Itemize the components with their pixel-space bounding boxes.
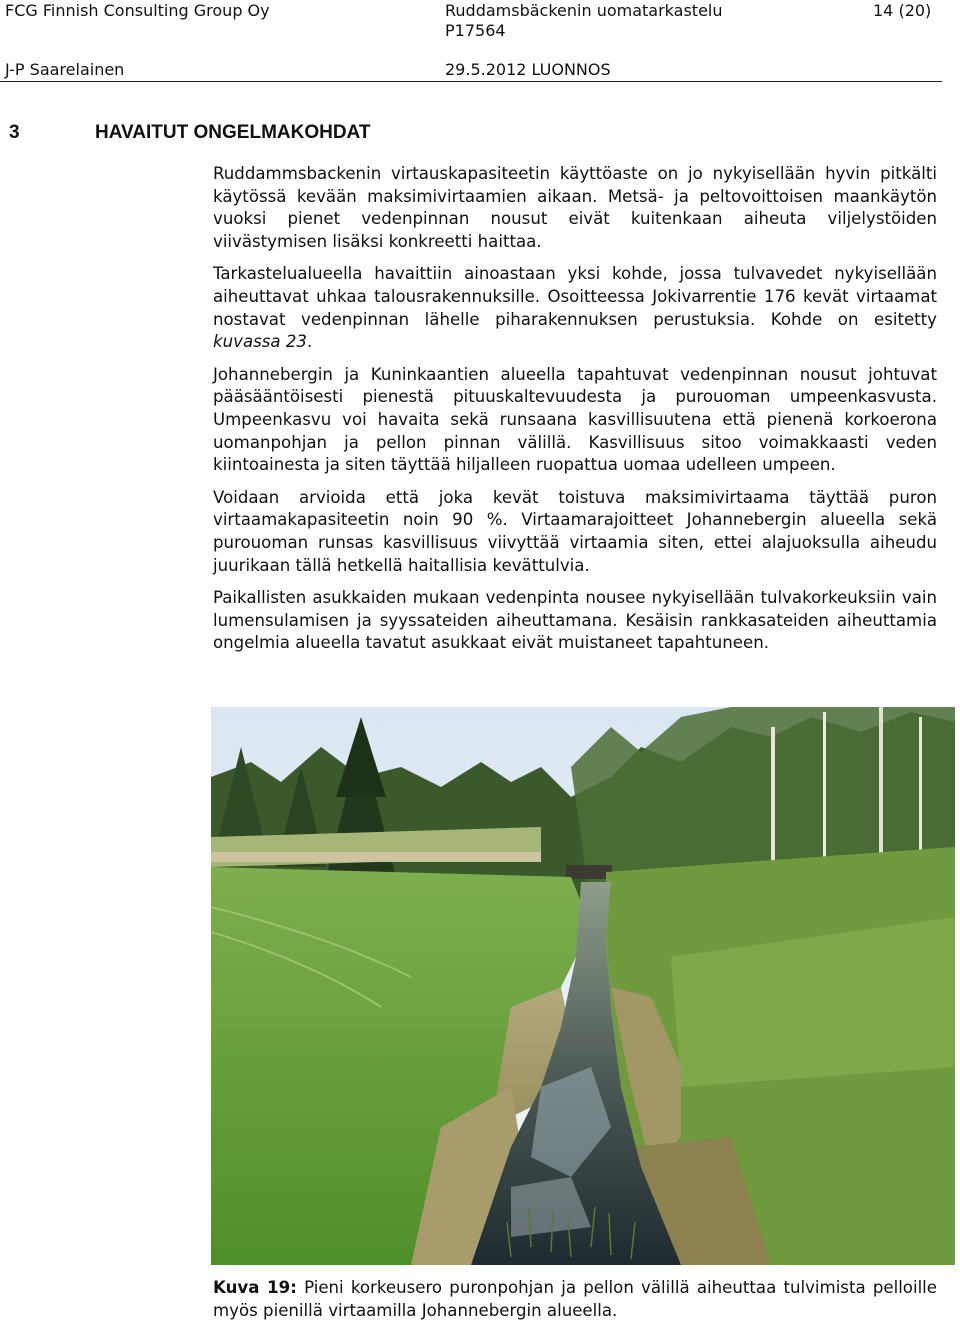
- section-heading: [9, 121, 370, 145]
- section-number: 3: [9, 122, 20, 143]
- paragraph-2-text: Tarkastelualueella havaittiin ainoastaan yksi kohde, jossa tulvavedet nykyisellään aiheuttavat uhkaa talousrakennuksille. Osoitteessa Jokivarrentie 176 kevät virtaamat nostavat vedenpinnan lähelle piharakennuksen perustuksia. Kohde on esitetty: [213, 264, 937, 329]
- figure-photo: [211, 707, 955, 1265]
- paragraph-5: Paikallisten asukkaiden mukaan vedenpinta nousee nykyisellään tulvakorkeuksiin vain lumensulamisen ja syyssateiden aiheuttamana. Kesäisin rankkasateiden aiheuttamia ongelmia alueella tavatut asukkaat eivät muistaneet tapahtuneen.: [213, 588, 937, 653]
- figure-label: Kuva 19:: [213, 1278, 297, 1297]
- header-page-number: 14 (20): [873, 1, 932, 20]
- paragraph-2: [213, 263, 937, 353]
- stream-landscape-image: [211, 707, 955, 1265]
- body-text: [213, 163, 937, 665]
- header-project-code: P17564: [445, 21, 506, 40]
- figure-reference: kuvassa 23: [213, 332, 307, 352]
- paragraph-4: Voidaan arvioida että joka kevät toistuva maksimivirtaama täyttää puron virtaamakapasiteetin noin 90 %. Virtaamarajoitteet Johannebergin alueella sekä purouoman runsas kasvillisuus viivyttää virtaamia siten, ettei alajuoksulla aiheudu juurikaan tällä hetkellä haitallisia kevättulvia.: [213, 487, 937, 575]
- figure-caption-text: Pieni korkeusero puronpohjan ja pellon välillä aiheuttaa tulvimista pelloille myös pienillä virtaamilla Johannebergin alueella.: [213, 1278, 937, 1320]
- header-document-title: Ruddamsbäckenin uomatarkastelu: [445, 1, 723, 20]
- paragraph-3: Johannebergin ja Kuninkaantien alueella tapahtuvat vedenpinnan nousut johtuvat pääsääntöisesti pienestä pituuskaltevuudesta ja purouoman umpeenkasvusta. Umpeenkasvu voi havaita sekä runsaana kasvillisuutena että pienenä korkoerona uomanpohjan ja pellon pinnan välillä. Kasvillisuus sitoo voimakkaasti veden kiintoainesta ja siten täyttää hiljalleen ruopattua uomaa udelleen umpeen.: [213, 364, 937, 475]
- section-title: HAVAITUT ONGELMAKOHDAT: [95, 122, 371, 143]
- header-company: FCG Finnish Consulting Group Oy: [5, 1, 270, 20]
- header-divider: [0, 81, 942, 82]
- header-date-status: 29.5.2012 LUONNOS: [445, 60, 611, 79]
- paragraph-2-end: .: [306, 332, 313, 352]
- figure-caption: [213, 1277, 937, 1322]
- paragraph-1: Ruddammsbackenin virtauskapasiteetin käyttöaste on jo nykyisellään hyvin pitkälti käytössä kevään maksimivirtaamien aikaan. Metsä- ja peltovoittoisen maankäytön vuoksi pienet vedenpinnan nousut eivät kuitenkaan aiheuta viljelystöiden viivästymisen lisäksi konkreetti haittaa.: [213, 164, 937, 251]
- header-author: J-P Saarelainen: [5, 60, 125, 79]
